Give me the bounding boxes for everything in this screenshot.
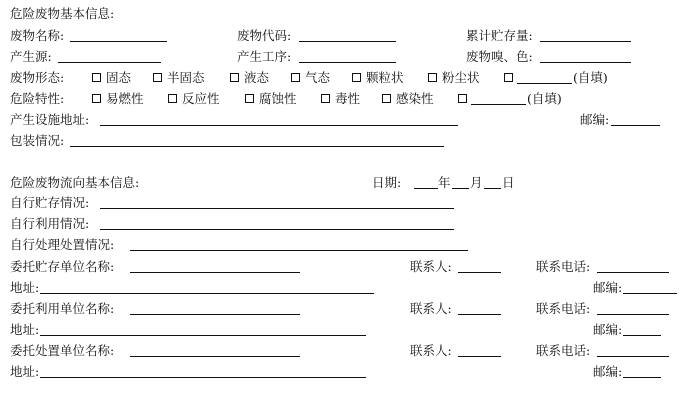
odor-color-label: 废物嗅、色: (466, 49, 533, 64)
date-day-field[interactable] (484, 188, 501, 189)
contact-phone-field[interactable] (597, 356, 669, 357)
property-option-label: 毒性 (335, 91, 361, 106)
section-title-flow-info: 危险废物流向基本信息: (10, 175, 140, 190)
contact-person-label: 联系人: (410, 343, 452, 358)
property-label: 危险特性: (10, 91, 65, 106)
property-flammable-checkbox[interactable] (92, 94, 101, 103)
date-year-label: 年 (438, 175, 451, 190)
postcode-label: 邮编: (593, 364, 623, 379)
property-custom-hint: (自填) (527, 91, 562, 106)
entrusted-storage-label: 委托贮存单位名称: (10, 259, 115, 274)
entrusted-storage-field[interactable] (130, 272, 300, 273)
property-custom-field[interactable] (471, 104, 526, 105)
postcode-field[interactable] (623, 377, 661, 378)
address-field[interactable] (40, 335, 366, 336)
self-utilization-field[interactable] (100, 229, 454, 230)
form-solid-checkbox[interactable] (92, 73, 101, 82)
form-liquid-checkbox[interactable] (230, 73, 239, 82)
cumulative-storage-field[interactable] (540, 41, 631, 42)
contact-phone-label: 联系电话: (536, 343, 591, 358)
postcode-field[interactable] (623, 293, 677, 294)
waste-code-field[interactable] (299, 41, 396, 42)
self-utilization-label: 自行利用情况: (10, 216, 90, 231)
form-gas-checkbox[interactable] (291, 73, 300, 82)
entrusted-disposal-label: 委托处置单位名称: (10, 343, 115, 358)
contact-phone-label: 联系电话: (536, 301, 591, 316)
facility-address-field[interactable] (100, 125, 458, 126)
entrusted-disposal-field[interactable] (130, 356, 300, 357)
property-custom-checkbox[interactable] (458, 94, 467, 103)
cumulative-storage-label: 累计贮存量: (466, 28, 533, 43)
source-field[interactable] (58, 62, 161, 63)
property-option-label: 反应性 (182, 91, 220, 106)
entrusted-utilization-label: 委托利用单位名称: (10, 301, 115, 316)
postcode-field[interactable] (611, 125, 660, 126)
address-label: 地址: (10, 322, 40, 337)
address-label: 地址: (10, 364, 40, 379)
waste-code-label: 废物代码: (237, 28, 292, 43)
self-storage-label: 自行贮存情况: (10, 195, 90, 210)
packaging-label: 包装情况: (10, 133, 65, 148)
property-corrosive-checkbox[interactable] (245, 94, 254, 103)
form-label: 废物形态: (10, 70, 65, 85)
form-custom-hint: (自填) (573, 70, 608, 85)
form-option-label: 半固态 (167, 70, 205, 85)
contact-phone-label: 联系电话: (536, 259, 591, 274)
form-option-label: 颗粒状 (366, 70, 404, 85)
contact-person-label: 联系人: (410, 259, 452, 274)
form-option-label: 粉尘状 (442, 70, 480, 85)
entrusted-utilization-field[interactable] (130, 314, 300, 315)
self-storage-field[interactable] (100, 208, 454, 209)
postcode-label: 邮编: (580, 112, 610, 127)
source-label: 产生源: (10, 49, 52, 64)
process-field[interactable] (299, 62, 396, 63)
contact-person-label: 联系人: (410, 301, 452, 316)
form-option-label: 气态 (305, 70, 331, 85)
facility-address-label: 产生设施地址: (10, 112, 90, 127)
form-dust-checkbox[interactable] (428, 73, 437, 82)
date-day-label: 日 (502, 175, 515, 190)
date-year-field[interactable] (414, 188, 438, 189)
postcode-label: 邮编: (593, 322, 623, 337)
odor-color-field[interactable] (540, 62, 631, 63)
packaging-field[interactable] (70, 146, 444, 147)
contact-person-field[interactable] (458, 314, 501, 315)
contact-phone-field[interactable] (597, 314, 669, 315)
postcode-label: 邮编: (593, 280, 623, 295)
address-field[interactable] (40, 293, 374, 294)
date-label: 日期: (372, 175, 402, 190)
property-toxic-checkbox[interactable] (321, 94, 330, 103)
contact-person-field[interactable] (458, 272, 501, 273)
waste-name-label: 废物名称: (10, 28, 65, 43)
section-title-basic-info: 危险废物基本信息: (10, 6, 115, 21)
contact-phone-field[interactable] (597, 272, 669, 273)
property-reactive-checkbox[interactable] (168, 94, 177, 103)
self-disposal-field[interactable] (130, 250, 468, 251)
contact-person-field[interactable] (458, 356, 501, 357)
waste-name-field[interactable] (70, 41, 167, 42)
address-field[interactable] (40, 377, 366, 378)
form-custom-field[interactable] (517, 83, 572, 84)
property-option-label: 易燃性 (106, 91, 144, 106)
date-month-field[interactable] (452, 188, 469, 189)
process-label: 产生工序: (237, 49, 292, 64)
property-option-label: 腐蚀性 (259, 91, 297, 106)
form-option-label: 固态 (106, 70, 132, 85)
form-semisolid-checkbox[interactable] (153, 73, 162, 82)
property-infectious-checkbox[interactable] (382, 94, 391, 103)
postcode-field[interactable] (623, 335, 661, 336)
form-granular-checkbox[interactable] (352, 73, 361, 82)
self-disposal-label: 自行处理处置情况: (10, 237, 115, 252)
form-custom-checkbox[interactable] (504, 73, 513, 82)
date-month-label: 月 (470, 175, 483, 190)
property-option-label: 感染性 (396, 91, 434, 106)
form-option-label: 液态 (244, 70, 270, 85)
address-label: 地址: (10, 280, 40, 295)
